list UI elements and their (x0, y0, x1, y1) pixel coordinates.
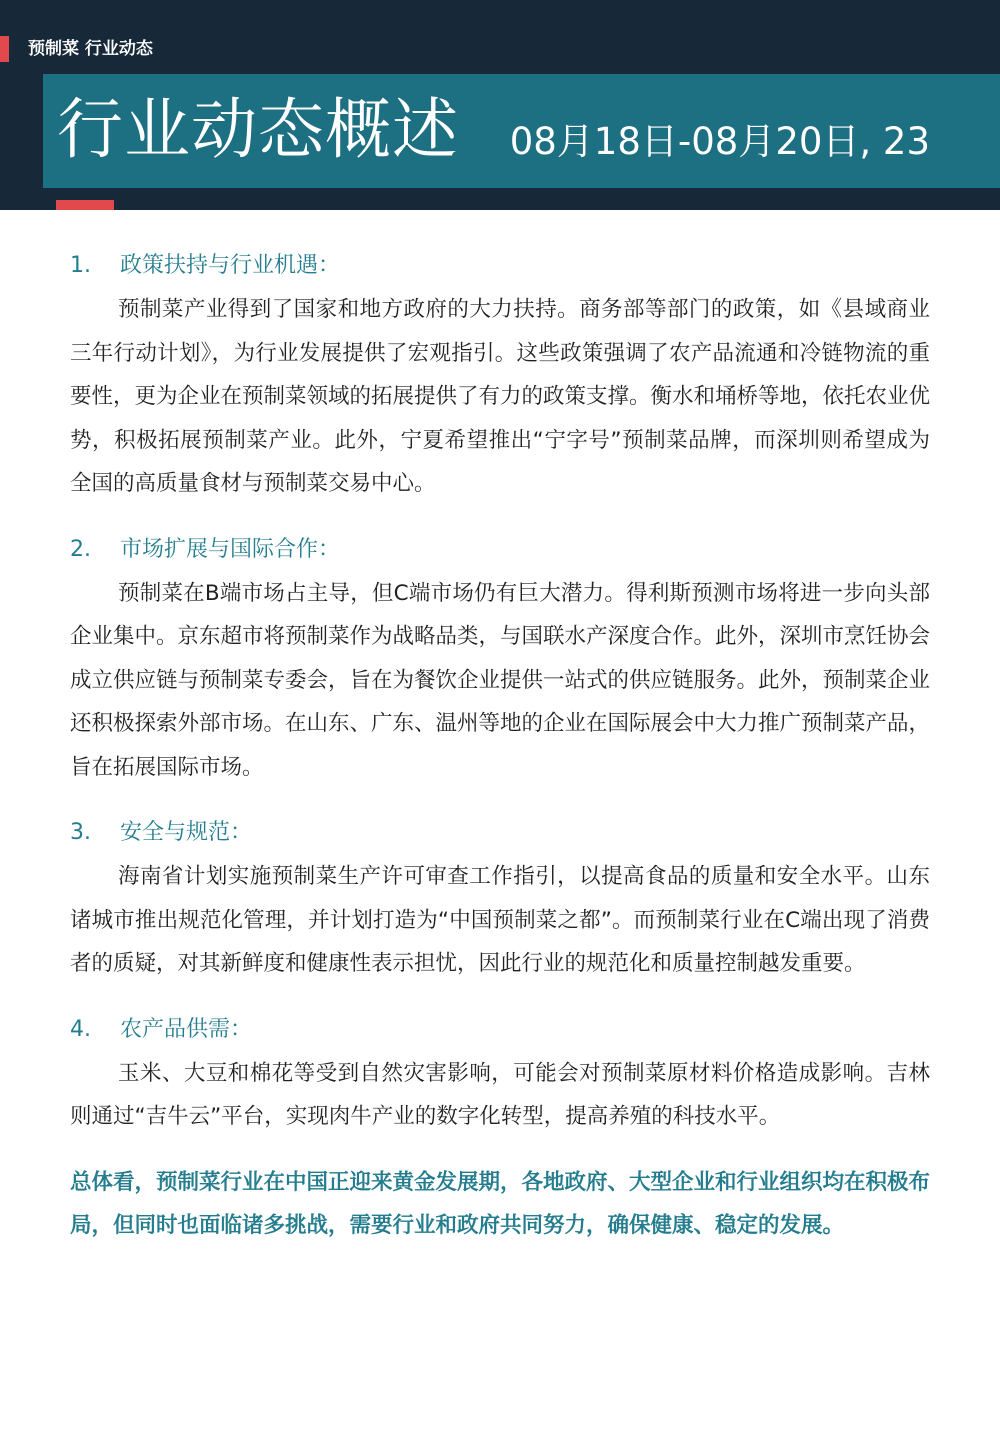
title-band (43, 74, 1000, 188)
section-body: 预制菜产业得到了国家和地方政府的大力扶持。商务部等部门的政策，如《县域商业三年行动计划》，为行业发展提供了宏观指引。这些政策强调了农产品流通和冷链物流的重要性，更为企业在预制菜领域的拓展提供了有力的政策支撑。衡水和埇桥等地，依托农业优势，积极拓展预制菜产业。此外，宁夏希望推出“宁字号”预制菜品牌，而深圳则希望成为全国的高质量食材与预制菜交易中心。 (70, 297, 931, 496)
section-supply (70, 1008, 930, 1139)
section-market (70, 528, 930, 790)
section-number: 3. (70, 820, 91, 845)
section-title: 政策扶持与行业机遇： (120, 253, 341, 278)
section-body: 预制菜在B端市场占主导，但C端市场仍有巨大潜力。得利斯预测市场将进一步向头部企业集中。京东超市将预制菜作为战略品类，与国联水产深度合作。此外，深圳市烹饪协会成立供应链与预制菜专委会，旨在为餐饮企业提供一站式的供应链服务。此外，预制菜企业还积极探索外部市场。在山东、广东、温州等地的企业在国际展会中大力推广预制菜产品，旨在拓展国际市场。 (70, 580, 931, 780)
section-number: 1. (70, 253, 91, 278)
section-body: 海南省计划实施预制菜生产许可审查工作指引，以提高食品的质量和安全水平。山东诸城市推出规范化管理，并计划打造为“中国预制菜之都”。而预制菜行业在C端出现了消费者的质疑，对其新鲜度和健康性表示担忧，因此行业的规范化和质量控制越发重要。 (70, 864, 930, 976)
section-number: 2. (70, 536, 91, 562)
section-safety (70, 811, 930, 986)
header-red-underline (56, 200, 114, 210)
section-title: 安全与规范： (120, 820, 253, 845)
section-heading (70, 244, 930, 288)
section-heading (70, 811, 930, 855)
header-accent-bar (0, 36, 9, 62)
report-content (70, 244, 930, 1248)
section-body: 玉米、大豆和棉花等受到自然灾害影响，可能会对预制菜原材料价格造成影响。吉林则通过“吉牛云”平台，实现肉牛产业的数字化转型，提高养殖的科技水平。 (70, 1060, 930, 1129)
section-title: 市场扩展与国际合作： (120, 536, 341, 562)
section-policy (70, 244, 930, 506)
section-title: 农产品供需： (120, 1016, 253, 1042)
page-header (0, 0, 1000, 210)
section-number: 4. (70, 1016, 91, 1042)
section-heading (70, 1008, 930, 1052)
summary-paragraph: 总体看，预制菜行业在中国正迎来黄金发展期，各地政府、大型企业和行业组织均在积极布局，但同时也面临诸多挑战，需要行业和政府共同努力，确保健康、稳定的发展。 (70, 1169, 931, 1238)
section-heading (70, 528, 930, 572)
date-range: 08月18日-08月20日, 23 (509, 120, 930, 163)
page-title: 行业动态概述 (57, 91, 459, 168)
header-brand-label: 预制菜 行业动态 (28, 39, 153, 59)
